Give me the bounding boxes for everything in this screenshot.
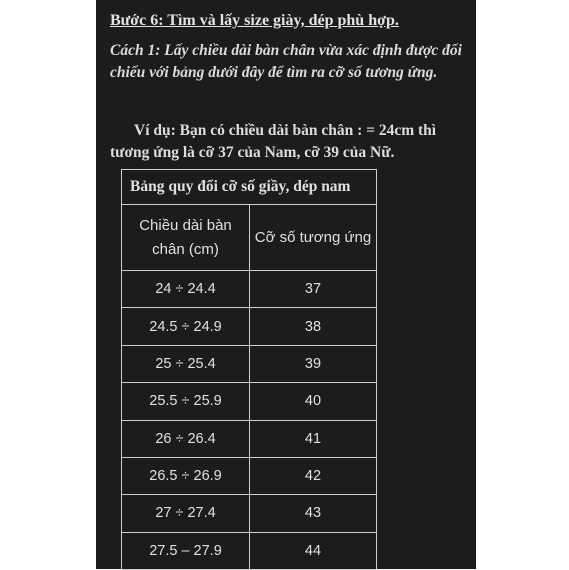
method-1-text: Cách 1: Lấy chiều dài bàn chân vừa xác định được đối chiếu với bảng dưới đây để tìm ra cỡ số tương ứng. (110, 42, 462, 81)
table-header-row (122, 205, 377, 271)
table-body (122, 271, 377, 570)
table-row (122, 308, 377, 345)
table-row (122, 383, 377, 420)
size-cell: 40 (250, 383, 377, 420)
foot-length-cell: 24 ÷ 24.4 (122, 271, 250, 308)
table-row (122, 457, 377, 494)
table-row (122, 271, 377, 308)
table-row (122, 420, 377, 457)
foot-length-cell: 26 ÷ 26.4 (122, 420, 250, 457)
header-foot-length: Chiều dài bàn chân (cm) (122, 205, 250, 271)
step-heading: Bước 6: Tìm và lấy size giày, dép phù hợp. (110, 12, 399, 29)
size-cell: 39 (250, 345, 377, 382)
size-cell: 44 (250, 532, 377, 569)
foot-length-cell: 24.5 ÷ 24.9 (122, 308, 250, 345)
size-cell: 42 (250, 457, 377, 494)
size-cell: 43 (250, 495, 377, 532)
size-cell: 37 (250, 271, 377, 308)
header-size: Cỡ số tương ứng (250, 205, 377, 271)
size-conversion-table (121, 169, 377, 570)
example-body: Ví dụ: Bạn có chiều dài bàn chân : = 24cm thì tương ứng là cỡ 37 của Nam, cỡ 39 của Nữ. (110, 122, 437, 161)
table-row (122, 532, 377, 569)
table-row (122, 345, 377, 382)
table-row (122, 495, 377, 532)
example-text (110, 120, 470, 164)
foot-length-cell: 25 ÷ 25.4 (122, 345, 250, 382)
document-panel (96, 0, 476, 569)
foot-length-cell: 25.5 ÷ 25.9 (122, 383, 250, 420)
size-cell: 38 (250, 308, 377, 345)
foot-length-cell: 27 ÷ 27.4 (122, 495, 250, 532)
foot-length-cell: 26.5 ÷ 26.9 (122, 457, 250, 494)
size-cell: 41 (250, 420, 377, 457)
foot-length-cell: 27.5 – 27.9 (122, 532, 250, 569)
table-title: Bảng quy đổi cỡ số giầy, dép nam (122, 170, 377, 205)
